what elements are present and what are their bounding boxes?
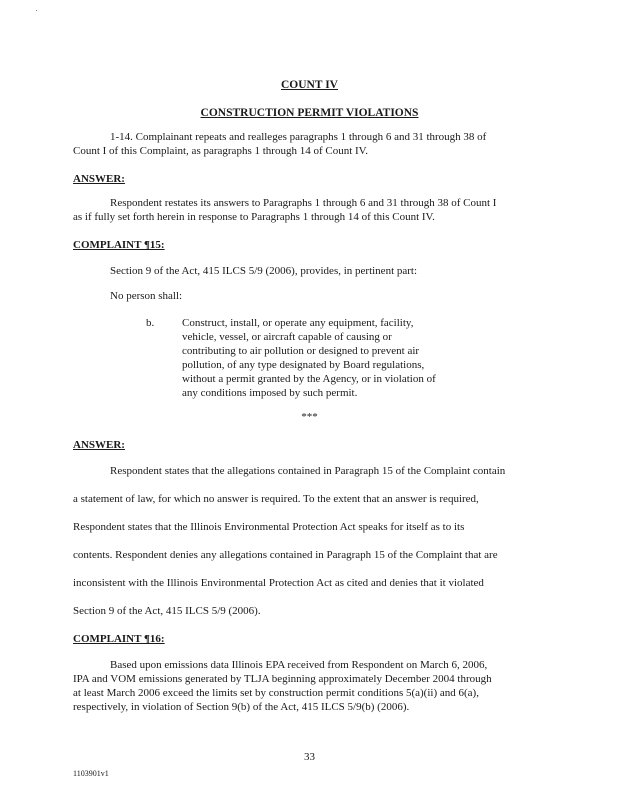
answer-line: as if fully set forth herein in response to Paragraphs 1 through 14 of this Count IV.: [73, 211, 435, 223]
statute-line: any conditions imposed by such permit.: [182, 387, 358, 399]
answer-heading: ANSWER:: [73, 439, 125, 451]
statute-line: pollution, of any type designated by Board regulations,: [182, 359, 425, 371]
page-number: 33: [304, 751, 315, 763]
no-person-line: No person shall:: [110, 290, 183, 302]
answer-line: Section 9 of the Act, 415 ILCS 5/9 (2006).: [73, 605, 261, 617]
ellipsis-stars: ***: [301, 411, 318, 423]
statute-line: vehicle, vessel, or aircraft capable of causing or: [182, 331, 392, 343]
statute-line: without a permit granted by the Agency, or in violation of: [182, 373, 436, 385]
complaint-line: Based upon emissions data Illinois EPA received from Respondent on March 6, 2006,: [110, 659, 488, 671]
scan-speck: [36, 10, 37, 11]
answer-line: inconsistent with the Illinois Environmental Protection Act as cited and denies that it violated: [73, 577, 484, 589]
statute-line: Construct, install, or operate any equipment, facility,: [182, 317, 414, 329]
paragraph-line: Count I of this Complaint, as paragraphs 1 through 14 of Count IV.: [73, 145, 368, 157]
item-label: b.: [146, 317, 155, 329]
answer-heading: ANSWER:: [73, 173, 125, 185]
paragraph-line: 1-14. Complainant repeats and realleges paragraphs 1 through 6 and 31 through 38 of: [110, 131, 487, 143]
complaint-heading: COMPLAINT ¶15:: [73, 239, 165, 251]
answer-line: Respondent states that the allegations contained in Paragraph 15 of the Complaint contain: [110, 465, 506, 477]
answer-line: Respondent restates its answers to Paragraphs 1 through 6 and 31 through 38 of Count I: [110, 197, 497, 209]
answer-line: Respondent states that the Illinois Environmental Protection Act speaks for itself as to its: [73, 521, 465, 533]
statute-intro: Section 9 of the Act, 415 ILCS 5/9 (2006), provides, in pertinent part:: [110, 265, 418, 277]
section-title: CONSTRUCTION PERMIT VIOLATIONS: [200, 107, 419, 119]
count-heading: COUNT IV: [281, 79, 338, 91]
complaint-heading: COMPLAINT ¶16:: [73, 633, 165, 645]
answer-line: contents. Respondent denies any allegations contained in Paragraph 15 of the Complaint that are: [73, 549, 498, 561]
complaint-line: IPA and VOM emissions generated by TLJA beginning approximately December 2004 through: [73, 673, 492, 685]
complaint-line: at least March 2006 exceed the limits set by construction permit conditions 5(a)(ii) and 6(a),: [73, 687, 479, 699]
document-id: 1103901v1: [73, 769, 109, 778]
complaint-line: respectively, in violation of Section 9(b) of the Act, 415 ILCS 5/9(b) (2006).: [73, 701, 410, 713]
statute-line: contributing to air pollution or designed to prevent air: [182, 345, 420, 357]
answer-line: a statement of law, for which no answer is required. To the extent that an answer is required,: [73, 493, 479, 505]
